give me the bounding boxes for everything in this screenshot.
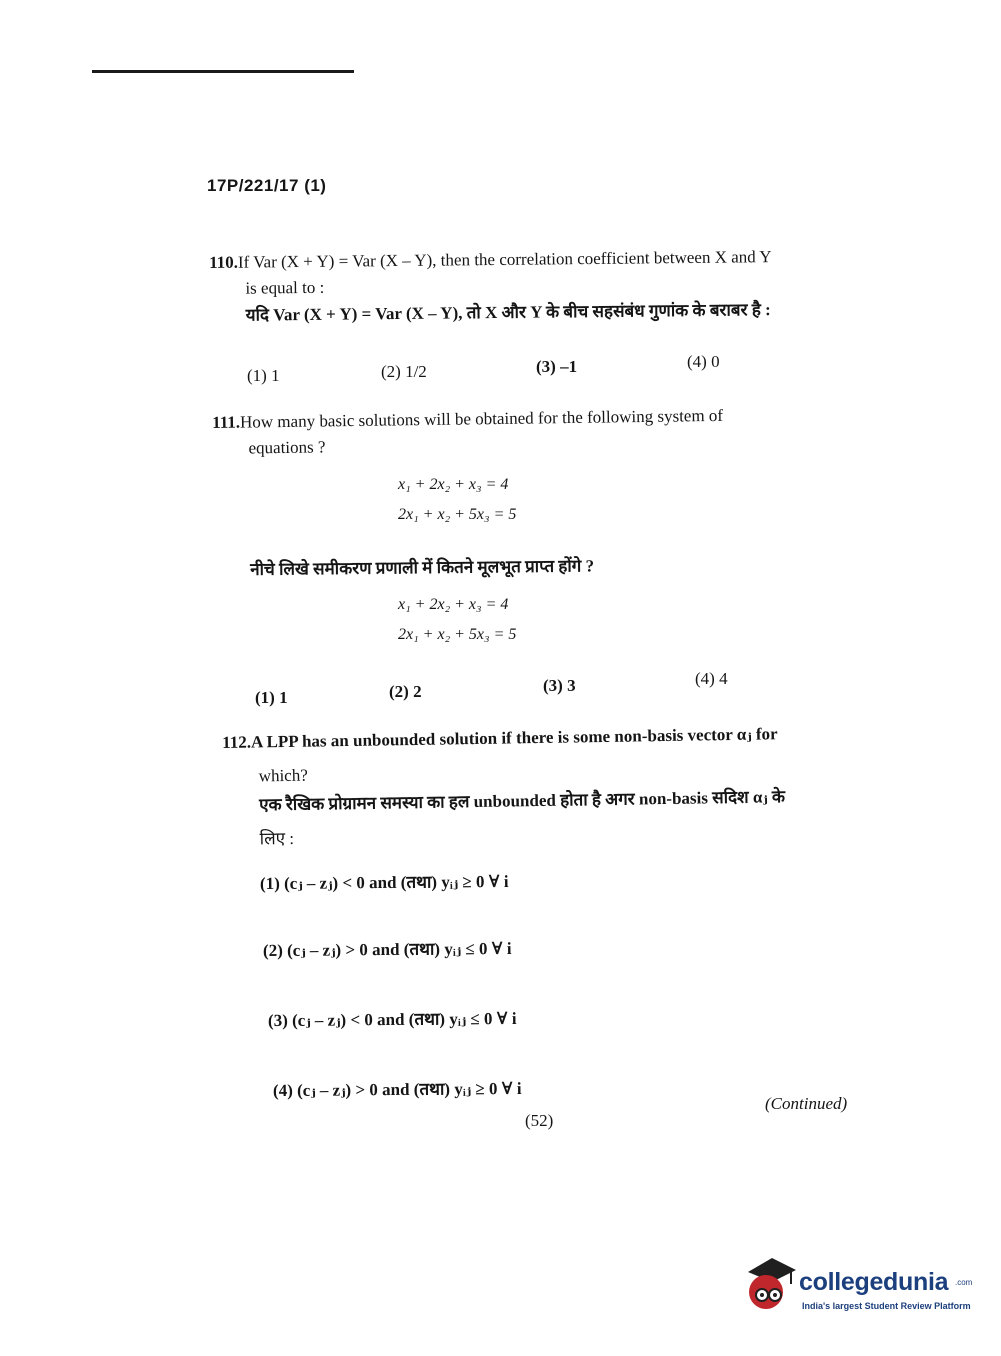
option-112-1: (1) (cⱼ – zⱼ) < 0 and (तथा) yᵢⱼ ≥ 0 ∀ i bbox=[259, 871, 509, 894]
question-112-en bbox=[222, 720, 842, 756]
option-110-3: (3) –1 bbox=[536, 357, 578, 376]
equation-1: x₁ + 2x₂ + x₃ = 4 bbox=[398, 596, 509, 613]
option-111-1: (1) 1 bbox=[255, 688, 288, 707]
option-112-3: (3) (cⱼ – zⱼ) < 0 and (तथा) yᵢⱼ ≤ 0 ∀ i bbox=[267, 1008, 517, 1031]
question-110 bbox=[209, 244, 830, 330]
question-111-hi: नीचे लिखे समीकरण प्रणाली में कितने मूलभूत प्राप्त होंगे ? bbox=[250, 556, 595, 579]
option-111-2: (2) 2 bbox=[389, 682, 422, 701]
question-text: If Var (X + Y) = Var (X – Y), then the correlation coefficient between X and Y bbox=[237, 247, 772, 272]
top-rule bbox=[92, 70, 354, 73]
question-text-cont: equations ? bbox=[248, 437, 326, 458]
question-112-hi-cont: लिए : bbox=[259, 828, 295, 849]
page-number: (52) bbox=[525, 1111, 554, 1130]
question-number: 111. bbox=[212, 412, 241, 432]
question-110-hi: यदि Var (X + Y) = Var (X – Y), तो X और Y के बीच सहसंबंध गुणांक के बराबर है : bbox=[245, 299, 771, 325]
option-112-4: (4) (cⱼ – zⱼ) > 0 and (तथा) yᵢⱼ ≥ 0 ∀ i bbox=[272, 1078, 522, 1101]
equation-2: 2x₁ + x₂ + 5x₃ = 5 bbox=[398, 505, 517, 523]
paper-code: 17P/221/17 (1) bbox=[207, 176, 327, 195]
equations-en bbox=[398, 470, 516, 529]
collegedunia-logo bbox=[742, 1250, 972, 1320]
option-111-3: (3) 3 bbox=[543, 676, 576, 695]
option-112-2: (2) (cⱼ – zⱼ) > 0 and (तथा) yᵢⱼ ≤ 0 ∀ i bbox=[262, 938, 512, 961]
question-number: 112. bbox=[222, 732, 252, 752]
option-110-2: (2) 1/2 bbox=[381, 362, 427, 381]
continued-label: (Continued) bbox=[765, 1094, 848, 1113]
logo-tagline: India's largest Student Review Platform bbox=[802, 1301, 971, 1311]
question-text: How many basic solutions will be obtained for the following system of bbox=[239, 405, 724, 432]
mascot-icon bbox=[742, 1254, 798, 1314]
equation-1: x₁ + 2x₂ + x₃ = 4 bbox=[398, 476, 509, 493]
logo-suffix: .com bbox=[955, 1278, 973, 1287]
question-112-hi: एक रैखिक प्रोग्रामन समस्या का हल unbounded होता है अगर non-basis सदिश αⱼ के bbox=[259, 786, 786, 815]
logo-name: collegedunia bbox=[799, 1268, 949, 1296]
question-111 bbox=[212, 401, 833, 462]
question-text: A LPP has an unbounded solution if there is some non-basis vector αⱼ for bbox=[250, 724, 778, 752]
question-number: 110. bbox=[209, 252, 239, 272]
equation-2: 2x₁ + x₂ + 5x₃ = 5 bbox=[398, 625, 517, 643]
option-111-4: (4) 4 bbox=[695, 669, 728, 688]
option-110-1: (1) 1 bbox=[247, 366, 280, 385]
equations-hi bbox=[398, 590, 516, 649]
question-text-cont: which? bbox=[258, 766, 308, 786]
question-112 bbox=[222, 720, 844, 853]
option-110-4: (4) 0 bbox=[687, 352, 720, 371]
question-text-cont: is equal to : bbox=[245, 278, 325, 298]
